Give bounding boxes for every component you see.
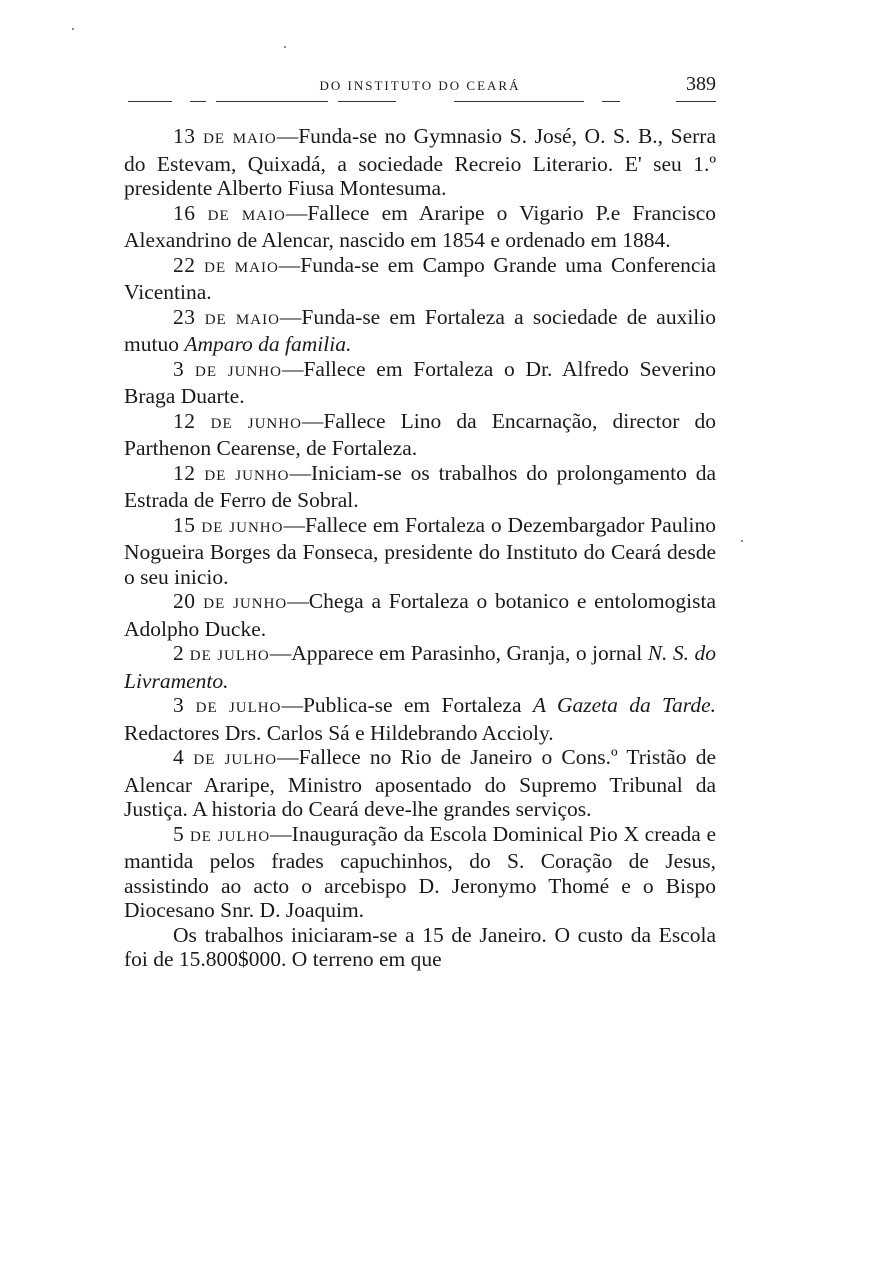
page-body	[124, 124, 716, 972]
entry-de: DE	[204, 311, 227, 328]
entry-text: Funda-se no Gymnasio S. José, O. S. B., Serra do Estevam, Quixadá, a sociedade Recreio Literario. E' seu 1.º presidente Alberto Fiusa Montesuma.	[124, 124, 717, 200]
entry-month: JUNHO	[229, 519, 284, 536]
chronology-entry	[124, 589, 716, 641]
entry-month: JULHO	[228, 700, 282, 716]
entry-dash: —	[281, 356, 304, 381]
header-rule-segment	[190, 101, 206, 102]
header-rule-segment	[454, 101, 584, 102]
entry-dash: —	[277, 745, 299, 769]
header-rule-segment	[676, 101, 716, 102]
entry-day: 4	[173, 745, 185, 769]
entry-italic-title: A Gazeta da Tarde.	[532, 693, 717, 717]
entry-day: 5	[173, 821, 185, 846]
page-number: 389	[686, 73, 716, 95]
entry-de: DE	[203, 596, 226, 612]
entry-day: 12	[173, 460, 196, 485]
entry-month: MAIO	[241, 207, 286, 224]
chronology-entries	[124, 124, 716, 923]
entry-de: DE	[203, 131, 226, 147]
header-rule-segment	[128, 101, 172, 102]
running-title: DO INSTITUTO DO CEARÁ	[319, 78, 521, 93]
entry-month: MAIO	[234, 259, 279, 276]
print-speck	[72, 28, 74, 30]
print-speck	[741, 540, 743, 542]
entry-de: DE	[207, 207, 230, 224]
entry-day: 20	[173, 589, 196, 613]
entry-day: 13	[173, 124, 196, 148]
closing-paragraph: Os trabalhos iniciaram-se a 15 de Janeiro. O custo da Escola foi de 15.800$000. O terreno em que	[124, 922, 716, 971]
print-speck	[284, 46, 286, 48]
entry-month: MAIO	[232, 131, 277, 147]
chronology-entry	[124, 201, 716, 253]
entry-de: DE	[210, 415, 233, 432]
chronology-entry	[124, 357, 716, 409]
entry-text: Inauguração da Escola Dominical Pio X creada e mantida pelos frades capuchinhos, do S. Coração de Jesus, assistindo ao acto o arcebispo D. Jeronymo Thomé e o Bispo Diocesano Snr. D. Joaquim.	[124, 821, 716, 922]
entry-de: DE	[193, 752, 216, 768]
chronology-entry	[124, 253, 716, 305]
entry-text: Fallece em Araripe o Vigario P.e Francisco Alexandrino de Alencar, nascido em 1854 e ordenado em 1884.	[124, 200, 716, 252]
header-rule	[124, 101, 716, 103]
entry-text: Apparece em Parasinho, Granja, o jornal	[291, 641, 648, 665]
entry-month: JUNHO	[247, 415, 302, 432]
entry-de: DE	[201, 519, 224, 536]
entry-day: 3	[173, 356, 185, 381]
entry-dash: —	[270, 821, 292, 846]
entry-de: DE	[204, 259, 227, 276]
entry-italic-title: Amparo da familia.	[184, 332, 352, 356]
entry-dash: —	[283, 512, 305, 537]
entry-text: Fallece em Fortaleza o Dezembargador Paulino Nogueira Borges da Fonseca, presidente do Instituto do Ceará desde o seu inicio.	[124, 512, 717, 589]
entry-day: 23	[173, 304, 196, 329]
entry-text: Funda-se em Campo Grande uma Conferencia Vicentina.	[124, 252, 716, 304]
entry-text: Chega a Fortaleza o botanico e entolomogista Adolpho Ducke.	[124, 589, 716, 641]
entry-text: Publica-se em Fortaleza	[302, 693, 533, 717]
entry-de: DE	[195, 700, 218, 716]
header-rule-segment	[602, 101, 620, 102]
entry-text: Iniciam-se os trabalhos do prolongamento da Estrada de Ferro de Sobral.	[124, 460, 717, 512]
entry-month: JULHO	[217, 648, 270, 664]
entry-month: JULHO	[217, 828, 271, 845]
entry-de: DE	[204, 467, 227, 484]
entry-dash: —	[289, 460, 311, 485]
chronology-entry	[124, 124, 716, 201]
entry-dash: —	[279, 304, 302, 329]
entry-de: DE	[189, 648, 212, 664]
entry-de: DE	[189, 828, 212, 845]
entry-de: DE	[195, 363, 218, 380]
chronology-entry	[124, 641, 716, 693]
entry-dash: —	[281, 693, 303, 717]
entry-day: 3	[173, 693, 185, 717]
chronology-entry	[124, 409, 716, 461]
entry-day: 12	[173, 408, 196, 433]
entry-dash: —	[285, 200, 308, 225]
entry-dash: —	[276, 124, 299, 148]
entry-dash: —	[301, 408, 324, 433]
chronology-entry	[124, 822, 716, 923]
entry-month: JUNHO	[235, 467, 290, 484]
entry-month: MAIO	[235, 311, 280, 328]
entry-text: Fallece no Rio de Janeiro o Cons.º Tristão de Alencar Araripe, Ministro aposentado do Supremo Tribunal da Justiça. A historia do Ceará deve-lhe grandes serviços.	[124, 745, 716, 821]
entry-month: JUNHO	[227, 363, 282, 380]
chronology-entry	[124, 693, 716, 745]
entry-dash: —	[287, 589, 309, 613]
chronology-entry	[124, 461, 716, 513]
entry-month: JULHO	[224, 752, 278, 768]
entry-text: Fallece em Fortaleza o Dr. Alfredo Severino Braga Duarte.	[124, 356, 717, 408]
header-rule-segment	[338, 101, 396, 102]
entry-text: Funda-se em Fortaleza a sociedade de auxilio mutuo	[124, 304, 716, 356]
chronology-entry	[124, 745, 716, 822]
entry-italic-title: N. S. do Livramento.	[124, 641, 716, 693]
chronology-entry	[124, 513, 716, 590]
running-header	[124, 73, 716, 106]
entry-dash: —	[269, 641, 292, 665]
entry-day: 22	[173, 252, 196, 277]
entry-day: 16	[173, 200, 196, 225]
header-rule-segment	[216, 101, 328, 102]
entry-text-continued: Redactores Drs. Carlos Sá e Hildebrando Accioly.	[124, 720, 554, 745]
entry-day: 15	[173, 512, 196, 537]
entry-text: Fallece Lino da Encarnação, director do Parthenon Cearense, de Fortaleza.	[124, 408, 716, 460]
chronology-entry	[124, 305, 716, 357]
entry-month: JUNHO	[233, 596, 288, 612]
entry-dash: —	[278, 252, 301, 277]
entry-day: 2	[173, 641, 185, 665]
